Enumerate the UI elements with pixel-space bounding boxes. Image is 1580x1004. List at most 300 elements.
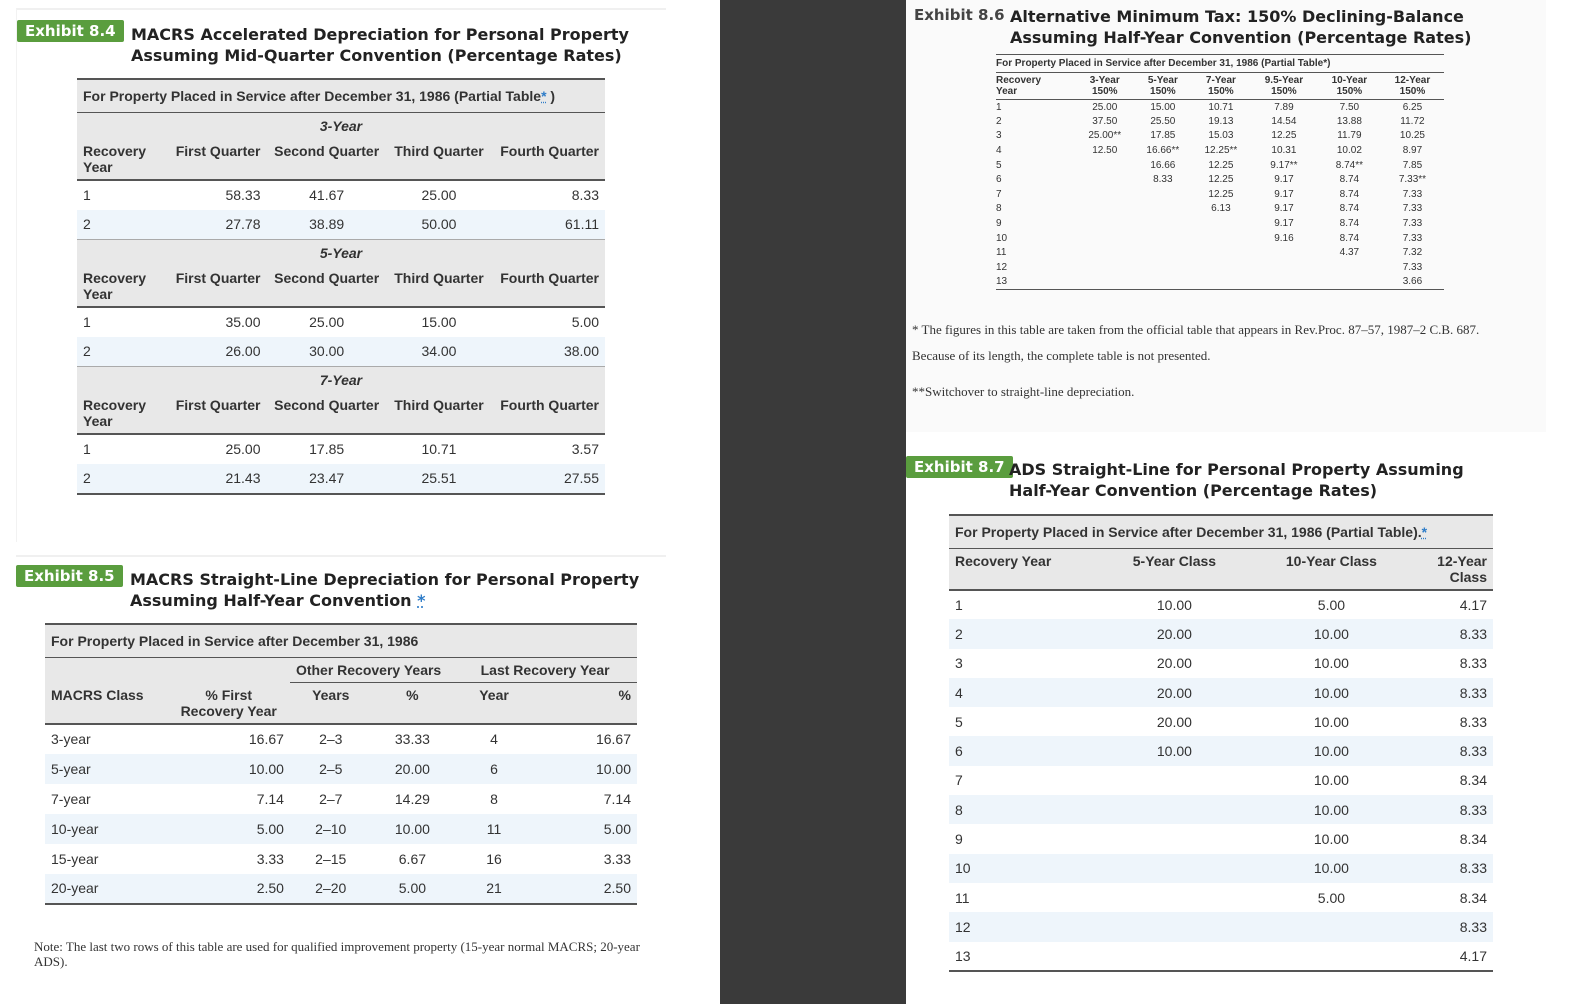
table-cell <box>1192 275 1250 290</box>
col-header: Second Quarter <box>267 139 387 180</box>
table-row <box>949 854 1493 883</box>
table-cell: 5.00 <box>372 874 454 904</box>
table-cell: 21.43 <box>167 464 267 494</box>
table-cell: 30.00 <box>267 337 387 367</box>
table-cell: 15.00 <box>1150 101 1176 113</box>
footnote-link[interactable]: * <box>541 88 547 104</box>
exhibit-8-5-table <box>45 623 637 905</box>
table-cell <box>1099 854 1250 883</box>
exhibit-8-6-caption: For Property Placed in Service after December 31, 1986 (Partial Table*) <box>996 55 1444 73</box>
col-header: 7-Year 150% <box>1192 73 1250 100</box>
table-cell <box>1134 202 1192 217</box>
table-cell: 9 <box>955 831 963 848</box>
col-header: Fourth Quarter <box>491 393 605 434</box>
table-cell: 1 <box>83 314 91 330</box>
col-header: 10-Year 150% <box>1318 73 1381 100</box>
table-cell: 7.14 <box>603 790 631 807</box>
table-cell: 10.00 <box>1313 713 1349 730</box>
table-cell: 14.29 <box>394 790 430 807</box>
table-cell <box>1099 766 1250 795</box>
table-cell: 12.25 <box>1271 130 1297 142</box>
table-cell: 15.03 <box>1208 130 1234 142</box>
exhibit-8-4-table <box>77 78 605 495</box>
table-row <box>996 143 1444 158</box>
table-cell: 1 <box>83 441 91 457</box>
col-header: Third Quarter <box>387 393 491 434</box>
exhibit-8-7-panel <box>906 450 1546 990</box>
table-cell: 3-year <box>51 731 91 747</box>
table-cell: 41.67 <box>309 187 345 203</box>
table-row <box>996 114 1444 129</box>
table-cell: 16.66** <box>1146 145 1180 157</box>
section-label: 3-Year <box>77 113 605 139</box>
col-header: Third Quarter <box>387 139 491 180</box>
table-cell: 20.00 <box>372 754 454 784</box>
table-cell <box>1134 231 1192 246</box>
table-cell: 9 <box>996 218 1002 230</box>
table-cell: 6 <box>453 754 535 784</box>
table-row <box>45 724 637 754</box>
table-cell: 7.33 <box>1402 232 1423 244</box>
table-cell: 8 <box>490 790 498 807</box>
table-row <box>996 100 1444 115</box>
table-cell <box>1099 942 1250 971</box>
table-cell: 12.25** <box>1204 145 1238 157</box>
table-cell: 4 <box>490 731 498 747</box>
table-row <box>949 766 1493 795</box>
table-cell: 2–5 <box>290 754 372 784</box>
table-cell <box>1250 942 1413 971</box>
table-cell: 8.34 <box>1459 831 1487 848</box>
table-cell: 10.00 <box>1313 772 1349 789</box>
table-cell: 2 <box>996 115 1002 127</box>
table-cell: 10.00 <box>1250 854 1413 883</box>
table-cell: 8.33 <box>1413 678 1493 707</box>
table-cell: 17.85 <box>1150 130 1176 142</box>
exhibit-8-6-title: Alternative Minimum Tax: 150% Declining-Balance Assuming Half-Year Convention (Percentage Rates) <box>1010 7 1472 47</box>
table-row <box>45 844 637 874</box>
table-cell <box>1076 216 1134 231</box>
table-cell: 25.00 <box>309 314 345 330</box>
footnote-link[interactable]: * <box>1421 524 1428 540</box>
table-cell: 10.00 <box>372 814 454 844</box>
table-row <box>996 187 1444 202</box>
table-cell: 8.33 <box>1413 795 1493 824</box>
table-cell: 7.33 <box>1402 203 1423 215</box>
table-cell: 13.88 <box>1336 115 1362 127</box>
table-cell <box>1192 260 1250 275</box>
table-cell: 10.00 <box>1313 831 1349 848</box>
col-header: 12-Year Class <box>1413 549 1493 591</box>
table-cell: 20.00 <box>1156 713 1192 730</box>
table-cell: 20.00 <box>1099 619 1250 648</box>
table-cell: 7.14 <box>256 790 284 807</box>
col-header: Second Quarter <box>267 393 387 434</box>
table-cell: 26.00 <box>167 337 267 367</box>
table-cell: 3.33 <box>256 850 284 867</box>
table-cell <box>1099 883 1250 912</box>
col-header: Year <box>453 683 535 724</box>
table-cell: 38.00 <box>491 337 605 367</box>
table-cell <box>1099 795 1250 824</box>
table-row <box>996 275 1444 290</box>
table-cell: 8.33 <box>1459 713 1487 730</box>
table-cell: 9.17 <box>1274 174 1294 186</box>
table-cell: 5 <box>996 159 1002 171</box>
table-cell: 10 <box>949 854 1099 883</box>
col-header: % First Recovery Year <box>167 683 289 724</box>
table-cell: 33.33 <box>394 731 430 747</box>
table-cell <box>1192 231 1250 246</box>
table-row <box>949 912 1493 941</box>
table-cell <box>1076 260 1134 275</box>
table-cell: 11.79 <box>1337 130 1362 142</box>
col-header: Recovery Year <box>996 73 1076 100</box>
table-cell: 34.00 <box>387 337 491 367</box>
table-cell: 7.50 <box>1339 101 1360 113</box>
table-cell: 10.71 <box>1208 101 1234 113</box>
col-header: Recovery Year <box>77 139 167 180</box>
table-cell: 14.54 <box>1271 115 1297 127</box>
table-row <box>996 172 1444 187</box>
table-cell: 2 <box>949 619 1099 648</box>
table-row <box>949 590 1493 619</box>
table-cell: 3 <box>955 655 963 672</box>
col-header: MACRS Class <box>45 683 167 724</box>
table-cell: 4.37 <box>1339 247 1360 259</box>
table-cell: 9.17 <box>1274 188 1294 200</box>
table-row <box>996 245 1444 260</box>
table-cell: 20-year <box>45 874 167 904</box>
table-cell: 8.74** <box>1335 159 1364 171</box>
table-cell: 8.33 <box>571 187 599 203</box>
table-row <box>949 942 1493 971</box>
table-row <box>996 202 1444 217</box>
table-cell: 12.25 <box>1208 159 1234 171</box>
table-row <box>949 824 1493 853</box>
table-cell: 2.50 <box>535 874 637 904</box>
col-header: % <box>535 683 637 724</box>
table-row <box>949 883 1493 912</box>
table-cell: 25.00 <box>1092 101 1118 113</box>
table-cell: 12 <box>949 912 1099 941</box>
footnote-3: **Switchover to straight-line depreciation. <box>912 384 1135 399</box>
table-cell: 3.33 <box>603 850 631 867</box>
table-cell: 20.00 <box>1099 678 1250 707</box>
table-row <box>45 814 637 844</box>
table-cell: 5-year <box>45 754 167 784</box>
col-header: 5-Year Class <box>1099 549 1250 591</box>
table-cell <box>1099 824 1250 853</box>
table-cell: 8.33 <box>1459 655 1487 672</box>
table-cell: 3.57 <box>571 441 599 457</box>
exhibit-8-4-caption: For Property Placed in Service after December 31, 1986 (Partial Table* ) <box>77 79 605 113</box>
table-row <box>77 337 605 367</box>
table-cell: 6.25 <box>1402 101 1423 113</box>
table-cell: 4.17 <box>1413 942 1493 971</box>
table-cell: 1 <box>83 187 91 203</box>
table-cell: 8 <box>949 795 1099 824</box>
table-cell: 10.25 <box>1399 130 1425 142</box>
exhibit-8-4-panel <box>16 8 666 542</box>
table-cell: 1 <box>955 597 963 614</box>
table-cell: 10.00 <box>1156 597 1192 614</box>
table-cell: 10.31 <box>1271 145 1297 157</box>
table-cell: 16.67 <box>248 731 284 747</box>
table-cell: 5.00 <box>571 314 599 330</box>
col-header: Recovery Year <box>77 393 167 434</box>
table-cell: 37.50 <box>1092 115 1118 127</box>
table-cell: 13 <box>996 276 1008 288</box>
exhibit-8-7-title: ADS Straight-Line for Personal Property Assuming Half-Year Convention (Percentage Rates) <box>1009 460 1464 500</box>
table-cell: 8.33 <box>1413 736 1493 765</box>
table-row <box>45 784 637 814</box>
table-cell: 5.00 <box>1317 597 1346 614</box>
table-cell: 10.00 <box>1250 619 1413 648</box>
table-row <box>77 180 605 210</box>
table-cell: 20.00 <box>1156 655 1192 672</box>
table-cell: 8.74 <box>1339 218 1360 230</box>
table-row <box>949 795 1493 824</box>
table-row <box>949 736 1493 765</box>
table-cell: 10-year <box>45 814 167 844</box>
table-cell: 2 <box>77 337 167 367</box>
table-cell: 7 <box>996 188 1002 200</box>
table-cell: 8.74 <box>1339 188 1360 200</box>
table-cell: 7.33 <box>1402 188 1423 200</box>
table-cell: 8.33 <box>1413 912 1493 941</box>
table-cell: 1 <box>996 101 1002 113</box>
table-row <box>996 129 1444 144</box>
table-cell <box>1134 245 1192 260</box>
col-header: Third Quarter <box>387 266 491 307</box>
footnote-link[interactable]: * <box>417 591 426 610</box>
table-cell <box>1076 172 1134 187</box>
table-cell: 61.11 <box>491 210 605 240</box>
table-cell: 15-year <box>51 850 99 867</box>
table-cell: 10.71 <box>421 441 457 457</box>
table-cell: 11.72 <box>1400 115 1425 127</box>
table-cell: 10.00 <box>1099 736 1250 765</box>
table-cell: 4 <box>949 678 1099 707</box>
section-label: 7-Year <box>77 367 605 393</box>
other-recovery-years-header: Other Recovery Years <box>290 658 453 683</box>
exhibit-8-7-badge: Exhibit 8.7 <box>906 456 1013 478</box>
table-row <box>45 754 637 784</box>
table-cell <box>1318 275 1381 290</box>
table-cell: 19.13 <box>1208 115 1234 127</box>
exhibit-8-4-badge: Exhibit 8.4 <box>17 20 124 42</box>
table-cell <box>1250 912 1413 941</box>
table-cell: 4 <box>996 145 1002 157</box>
table-cell: 10 <box>996 232 1008 244</box>
table-cell <box>1076 231 1134 246</box>
table-cell: 23.47 <box>267 464 387 494</box>
table-cell <box>1076 158 1134 173</box>
table-cell: 58.33 <box>225 187 261 203</box>
table-cell: 2–20 <box>290 874 372 904</box>
exhibit-8-6-table <box>996 54 1444 290</box>
table-cell <box>1134 275 1192 290</box>
table-cell: 10.00 <box>1250 736 1413 765</box>
table-cell <box>1076 187 1134 202</box>
table-cell: 2.50 <box>167 874 289 904</box>
table-cell: 35.00 <box>225 314 261 330</box>
table-cell: 8.33 <box>1153 174 1173 186</box>
table-cell: 8.74 <box>1339 232 1360 244</box>
table-cell: 2–3 <box>319 731 343 747</box>
table-row <box>996 260 1444 275</box>
col-header: 12-Year 150% <box>1381 73 1444 100</box>
table-cell <box>1250 245 1318 260</box>
last-recovery-year-header: Last Recovery Year <box>453 658 637 683</box>
table-cell: 8.34 <box>1459 889 1487 906</box>
table-row <box>45 874 637 904</box>
table-cell: 12 <box>996 261 1008 273</box>
table-cell: 7.33** <box>1398 174 1427 186</box>
col-header: 10-Year Class <box>1250 549 1413 591</box>
table-cell: 8.33 <box>1413 619 1493 648</box>
table-cell: 7.89 <box>1274 101 1294 113</box>
table-cell <box>1192 216 1250 231</box>
table-cell: 16.66 <box>1150 159 1176 171</box>
table-cell: 16 <box>486 850 502 867</box>
col-header: Years <box>290 683 372 724</box>
table-row <box>77 307 605 337</box>
table-row <box>949 619 1493 648</box>
table-cell: 10.00 <box>1250 795 1413 824</box>
table-cell <box>1134 260 1192 275</box>
table-cell: 9.17 <box>1274 203 1294 215</box>
table-cell: 16.67 <box>595 731 631 747</box>
table-cell: 7 <box>955 772 963 789</box>
table-cell: 10.00 <box>1250 678 1413 707</box>
section-label: 5-Year <box>77 240 605 266</box>
table-cell <box>1076 202 1134 217</box>
table-cell <box>1192 245 1250 260</box>
table-cell: 5.00 <box>535 814 637 844</box>
table-cell: 10.00 <box>167 754 289 784</box>
table-cell: 7.33 <box>1402 261 1423 273</box>
table-cell: 50.00 <box>387 210 491 240</box>
table-cell <box>1076 245 1134 260</box>
table-cell: 6 <box>949 736 1099 765</box>
col-header: 3-Year 150% <box>1076 73 1134 100</box>
table-cell: 15.00 <box>421 314 457 330</box>
table-cell: 8.97 <box>1402 145 1423 157</box>
col-header: Fourth Quarter <box>491 266 605 307</box>
footnote-1: * The figures in this table are taken from the official table that appears in Rev.Proc. 87–57, 1987–2 C.B. 687. <box>912 322 1480 337</box>
table-cell <box>1134 216 1192 231</box>
col-header: Fourth Quarter <box>491 139 605 180</box>
table-cell: 9.17** <box>1270 159 1298 171</box>
table-cell: 13 <box>949 942 1099 971</box>
table-cell: 7.32 <box>1402 247 1423 259</box>
table-row <box>949 678 1493 707</box>
table-cell: 3 <box>996 130 1002 142</box>
exhibit-8-7-table <box>949 514 1493 972</box>
table-cell: 8.34 <box>1459 772 1487 789</box>
table-cell: 38.89 <box>267 210 387 240</box>
table-cell: 7.33 <box>1402 218 1423 230</box>
table-cell <box>1318 260 1381 275</box>
table-cell: 6.13 <box>1211 203 1231 215</box>
table-row <box>996 231 1444 246</box>
exhibit-8-5-panel <box>16 555 666 985</box>
table-cell: 25.51 <box>387 464 491 494</box>
exhibit-8-6-panel <box>906 0 1546 432</box>
table-cell: 8.74 <box>1339 174 1360 186</box>
table-cell: 6 <box>996 174 1002 186</box>
col-header: Recovery Year <box>77 266 167 307</box>
page-divider <box>720 0 906 1004</box>
table-cell: 6.67 <box>398 850 427 867</box>
table-cell: 27.55 <box>491 464 605 494</box>
table-cell: 9.16 <box>1274 232 1294 244</box>
table-cell <box>1099 912 1250 941</box>
exhibit-8-6-badge: Exhibit 8.6 <box>914 6 1005 24</box>
col-header: Second Quarter <box>267 266 387 307</box>
table-cell: 11 <box>955 889 970 906</box>
table-cell: 8.33 <box>1413 854 1493 883</box>
exhibit-8-5-title: MACRS Straight-Line Depreciation for Personal Property Assuming Half-Year Convention * <box>130 570 640 610</box>
table-cell <box>1076 275 1134 290</box>
footnote-2: Because of its length, the complete table is not presented. <box>912 348 1211 363</box>
table-cell: 11 <box>453 814 535 844</box>
table-row <box>996 158 1444 173</box>
table-cell <box>1134 187 1192 202</box>
table-cell: 3.66 <box>1402 276 1423 288</box>
col-header: % <box>372 683 454 724</box>
exhibit-8-5-badge: Exhibit 8.5 <box>16 565 123 587</box>
table-row <box>949 649 1493 678</box>
table-cell: 2–7 <box>319 790 343 807</box>
table-cell: 10.00 <box>535 754 637 784</box>
table-cell: 17.85 <box>309 441 345 457</box>
table-cell: 5.00 <box>1317 889 1346 906</box>
table-cell: 2 <box>77 210 167 240</box>
table-cell: 11 <box>996 247 1007 259</box>
table-cell: 27.78 <box>167 210 267 240</box>
table-cell: 10.02 <box>1336 145 1362 157</box>
table-cell: 2–10 <box>290 814 372 844</box>
exhibit-8-5-note: Note: The last two rows of this table are used for qualified improvement property (15-year normal MACRS; 20-year ADS). <box>34 939 640 969</box>
table-row <box>77 434 605 464</box>
exhibit-8-5-caption: For Property Placed in Service after December 31, 1986 <box>45 624 637 658</box>
col-header: First Quarter <box>167 393 267 434</box>
table-cell: 9.17 <box>1274 218 1294 230</box>
table-cell: 2–15 <box>315 850 347 867</box>
table-cell: 12.25 <box>1208 174 1234 186</box>
col-header: Recovery Year <box>949 549 1099 591</box>
table-cell: 2 <box>77 464 167 494</box>
exhibit-8-4-title: MACRS Accelerated Depreciation for Personal Property Assuming Mid-Quarter Convention (Percentage Rates) <box>131 25 629 65</box>
col-header: 9.5-Year 150% <box>1250 73 1318 100</box>
table-cell: 12.50 <box>1092 145 1118 157</box>
table-row <box>949 707 1493 736</box>
exhibit-8-7-caption: For Property Placed in Service after December 31, 1986 (Partial Table).* <box>949 515 1493 549</box>
col-header: First Quarter <box>167 266 267 307</box>
col-header: First Quarter <box>167 139 267 180</box>
table-cell: 25.00 <box>225 441 261 457</box>
table-cell: 8 <box>996 203 1002 215</box>
table-cell <box>1250 275 1318 290</box>
col-header: 5-Year 150% <box>1134 73 1192 100</box>
table-cell: 7.85 <box>1402 159 1423 171</box>
table-cell: 4.17 <box>1459 597 1487 614</box>
table-row <box>77 464 605 494</box>
table-cell: 21 <box>453 874 535 904</box>
